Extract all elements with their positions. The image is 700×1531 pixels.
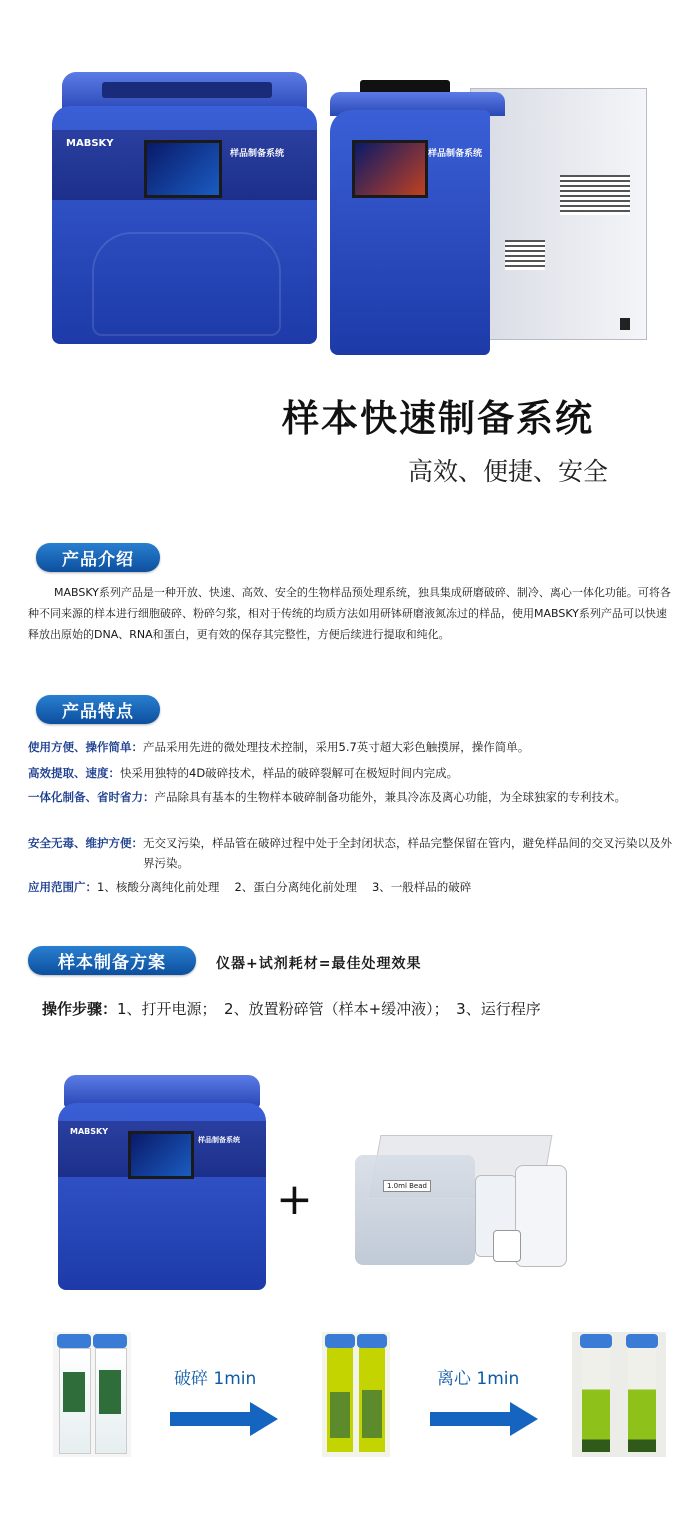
intro-heading: 产品介绍 [36, 543, 160, 572]
intro-text: MABSKY系列产品是一种开放、快速、高效、安全的生物样品预处理系统，独具集成研磨破碎、制冷、离心一体化功能。可将各种不同来源的样本进行细胞破碎、粉碎匀浆，相对于传统的均质方法如用研钵研磨液氮冻过的样品，使用MABSKY系列产品可以快速释放出原始的DNA、RNA和蛋白，更有效的保存其完整性，方便后续进行提取和纯化。 [28, 586, 671, 641]
machine-side-image [330, 80, 650, 355]
tubes-after-image [572, 1332, 666, 1457]
machine-small-image [58, 1075, 266, 1290]
feature-text: 无交叉污染，样品管在破碎过程中处于全封闭状态，样品完整保留在管内，避免样品间的交叉污染以及外界污染。 [143, 836, 672, 870]
feature-text: 产品采用先进的微处理技术控制，采用5.7英寸超大彩色触摸屏，操作简单。 [143, 740, 530, 754]
feature-item-4 [28, 833, 678, 873]
steps-text: 1、打开电源； 2、放置粉碎管（样本+缓冲液）； 3、运行程序 [117, 1000, 541, 1018]
feature-item-3 [28, 787, 678, 807]
feature-item-2 [28, 763, 678, 783]
feature-title: 高效提取、速度： [28, 766, 120, 780]
machine-front-image [52, 72, 317, 344]
brand-logo: MABSKY [66, 138, 114, 149]
feature-text: 产品除具有基本的生物样本破碎制备功能外，兼具冷冻及离心功能，为全球独家的专利技术。 [154, 790, 626, 804]
feature-text: 快采用独特的4D破碎技术，样品的破碎裂解可在极短时间内完成。 [120, 766, 459, 780]
panel-label: 样品制备系统 [230, 149, 285, 159]
plus-sign: + [276, 1174, 313, 1225]
scheme-tagline: 仪器+试剂耗材=最佳处理效果 [216, 956, 422, 972]
touch-screen [144, 140, 222, 198]
tubes-broken-image [322, 1332, 390, 1457]
feature-item-5 [28, 877, 678, 897]
reagent-kit-image [355, 1135, 573, 1275]
brand-logo-small: MABSKY [70, 1127, 109, 1136]
tubes-before-image [53, 1332, 131, 1457]
feature-item-1 [28, 737, 678, 757]
step2-label: 离心 1min [437, 1369, 520, 1389]
arrow-icon [430, 1402, 538, 1436]
hero-title: 样本快速制备系统 [282, 397, 594, 440]
feature-title: 应用范围广： [28, 880, 97, 894]
arrow-icon [170, 1402, 278, 1436]
hero-subtitle: 高效、便捷、安全 [408, 457, 609, 486]
panel-label-small: 样品制备系统 [198, 1136, 240, 1144]
feature-text: 1、核酸分离纯化前处理 2、蛋白分离纯化前处理 3、一般样品的破碎 [97, 880, 472, 894]
feature-title: 安全无毒、维护方便： [28, 836, 143, 850]
feature-title: 使用方便、操作简单： [28, 740, 143, 754]
panel-label-side: 样品制备系统 [428, 149, 483, 159]
step1-label: 破碎 1min [174, 1369, 257, 1389]
steps-line [42, 998, 541, 1019]
kit-label: 1.0ml Bead [383, 1180, 431, 1192]
feature-title: 一体化制备、省时省力： [28, 790, 155, 804]
scheme-heading: 样本制备方案 [28, 946, 196, 975]
features-heading: 产品特点 [36, 695, 160, 724]
steps-label: 操作步骤： [42, 1000, 118, 1018]
